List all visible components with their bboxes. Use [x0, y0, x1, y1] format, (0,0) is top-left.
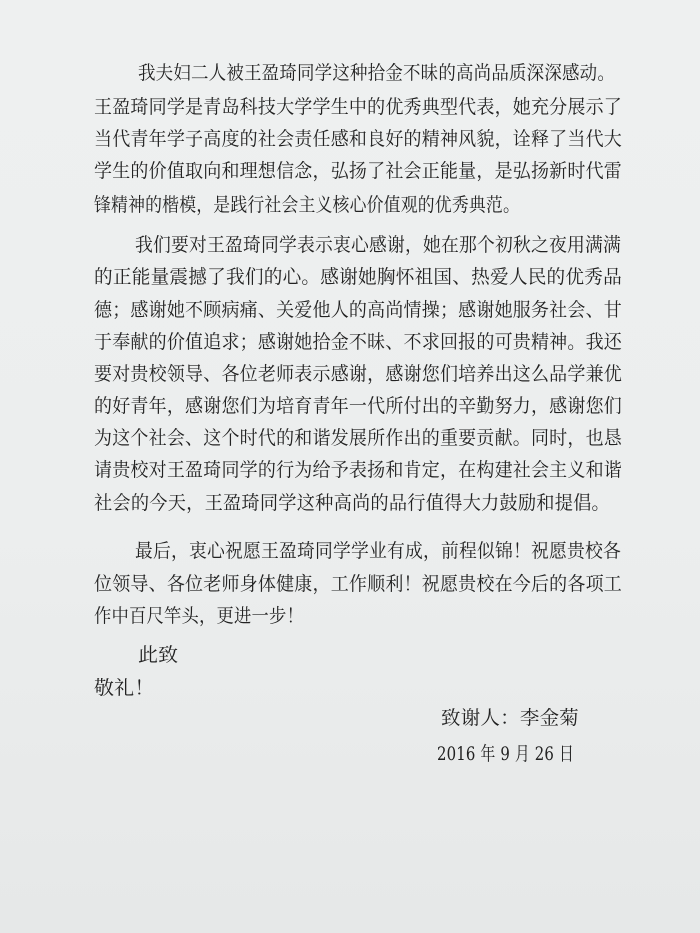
letter-line: 的好青年，感谢您们为培育青年一代所付出的辛勤努力，感谢您们: [94, 395, 623, 417]
letter-line: 我夫妇二人被王盈琦同学这种拾金不昧的高尚品质深深感动。: [138, 62, 615, 84]
letter-line: 社会的今天，王盈琦同学这种高尚的品行值得大力鼓励和提倡。: [94, 492, 610, 514]
letter-line: 王盈琦同学是青岛科技大学学生中的优秀典型代表，她充分展示了: [94, 96, 623, 118]
letter-line: 请贵校对王盈琦同学的行为给予表扬和肯定，在构建社会主义和谐: [94, 459, 623, 481]
letter-line: 锋精神的楷模，是践行社会主义核心价值观的优秀典范。: [94, 194, 521, 216]
letter-line: 的正能量震撼了我们的心。感谢她胸怀祖国、热爱人民的优秀品: [94, 266, 622, 288]
letter-line: 2016 年 9 月 26 日: [437, 743, 574, 765]
letter-line: 于奉献的价值追求；感谢她拾金不昧、不求回报的可贵精神。我还: [94, 331, 623, 353]
letter-line: 作中百尺竿头，更进一步！: [94, 605, 304, 627]
letter-line: 学生的价值取向和理想信念，弘扬了社会正能量，是弘扬新时代雷: [94, 160, 623, 182]
letter-line: 位领导、各位老师身体健康，工作顺利！祝愿贵校在今后的各项工: [94, 573, 623, 595]
letter-line: 最后，衷心祝愿王盈琦同学学业有成，前程似锦！祝愿贵校各: [135, 540, 622, 562]
letter-line: 德；感谢她不顾病痛、关爱他人的高尚情操；感谢她服务社会、甘: [94, 299, 623, 321]
letter-line: 要对贵校领导、各位老师表示感谢，感谢您们培养出这么品学兼优: [94, 363, 623, 385]
letter-line: 此致: [138, 644, 179, 666]
letter-line: 为这个社会、这个时代的和谐发展所作出的重要贡献。同时，也恳: [94, 427, 623, 449]
letter-line: 当代青年学子高度的社会责任感和良好的精神风貌，诠释了当代大: [94, 128, 623, 150]
letter-line: 敬礼！: [94, 677, 155, 699]
letter-line: 致谢人：李金菊: [441, 707, 579, 729]
letter-line: 我们要对王盈琦同学表示衷心感谢，她在那个初秋之夜用满满: [135, 234, 622, 256]
